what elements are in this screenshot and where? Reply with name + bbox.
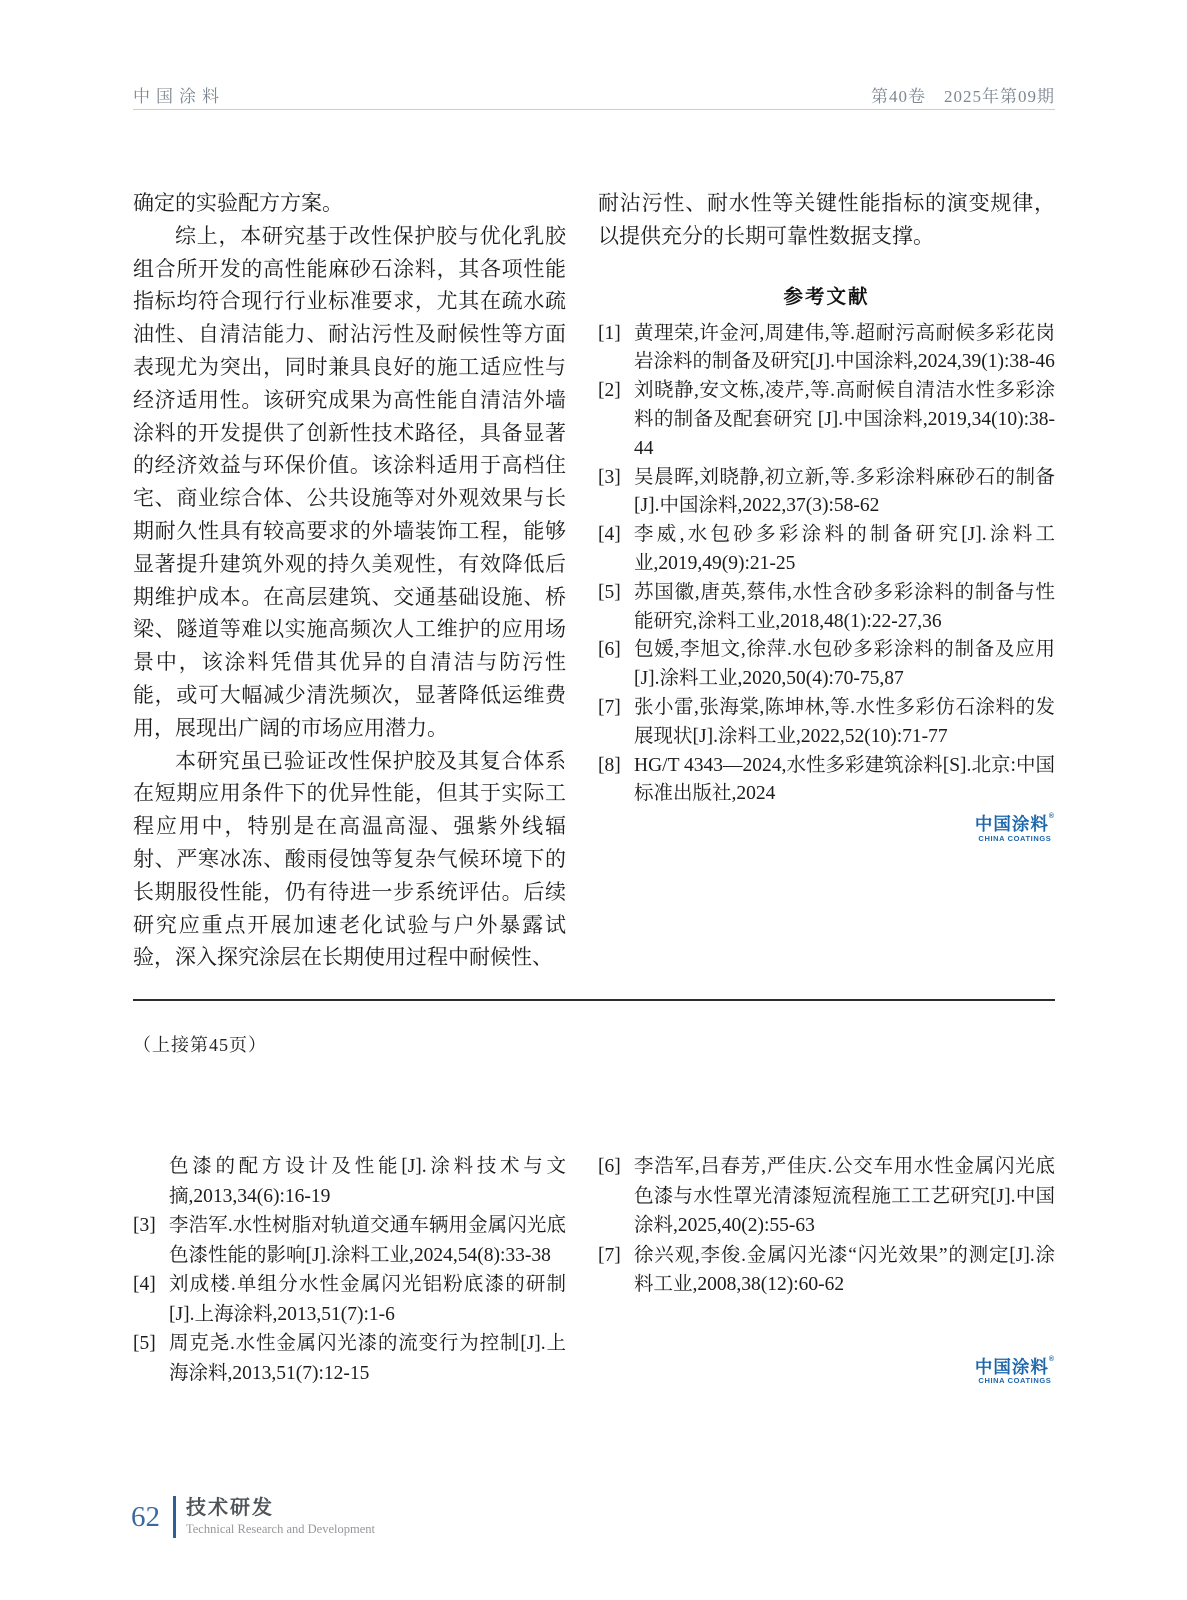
reference-label: [3] <box>133 1215 156 1236</box>
reference-item <box>598 1241 1055 1300</box>
logo-en-text: CHINA COATINGS <box>978 833 1052 843</box>
page-footer <box>131 1496 375 1538</box>
journal-name: 中国涂料 <box>133 87 225 106</box>
reference-text: 刘晓静,安文栋,凌芹,等.高耐候自清洁水性多彩涂料的制备及配套研究 [J].中国涂料,2019,34(10):38-44 <box>634 380 1055 459</box>
references-heading: 参考文献 <box>783 285 870 308</box>
logo-cn-line <box>974 1355 1055 1377</box>
continued-references-right <box>598 1152 1055 1300</box>
footer-section-block <box>186 1497 375 1537</box>
lower-right-column <box>598 1152 1055 1385</box>
reference-label: [4] <box>133 1274 156 1295</box>
reference-text: 吴晨晖,刘晓静,初立新,等.多彩涂料麻砂石的制备[J].中国涂料,2022,37(3):58-62 <box>634 466 1055 517</box>
continued-references-left <box>133 1211 566 1388</box>
reference-item <box>598 377 1055 463</box>
reference-label: [1] <box>598 322 621 344</box>
page-number: 62 <box>131 1500 160 1533</box>
paragraph-continuation-right: 耐沾污性、耐水性等关键性能指标的演变规律，以提供充分的长期可靠性数据支撑。 <box>598 191 1055 248</box>
reference-item <box>133 1270 566 1329</box>
reference-label: [5] <box>598 581 621 603</box>
reference-label: [2] <box>598 380 621 402</box>
reference-item <box>598 694 1055 752</box>
page-header <box>133 82 1055 107</box>
logo-cn-line <box>975 815 1055 833</box>
reference-label: [7] <box>598 1244 621 1266</box>
reference-text: 李浩军,吕春芳,严佳庆.公交车用水性金属闪光底色漆与水性罩光清漆短流程施工工艺研究[J].中国涂料,2025,40(2):55-63 <box>634 1156 1055 1236</box>
reference-label: [4] <box>598 524 621 546</box>
reference-label: [6] <box>598 1156 621 1177</box>
reference-text: 刘成楼.单组分水性金属闪光铝粉底漆的研制[J].上海涂料,2013,51(7):1-6 <box>169 1274 566 1325</box>
china-coatings-logo <box>975 815 1055 842</box>
registered-mark-icon: ® <box>1048 813 1055 821</box>
upper-right-column <box>598 187 1055 842</box>
reference-item <box>598 579 1055 637</box>
reference-item <box>598 521 1055 579</box>
reference-text: 李浩军.水性树脂对轨道交通车辆用金属闪光底色漆性能的影响[J].涂料工业,2024,54(8):33-38 <box>169 1215 566 1266</box>
reference-continuation: 色漆的配方设计及性能[J].涂料技术与文摘,2013,34(6):16-19 <box>169 1156 566 1207</box>
reference-text: 黄理荣,许金河,周建伟,等.超耐污高耐候多彩花岗岩涂料的制备及研究[J].中国涂料,2024,39(1):38-46 <box>634 322 1055 373</box>
header-divider <box>133 109 1055 110</box>
reference-label: [5] <box>133 1333 156 1354</box>
section-name-en: Technical Research and Development <box>186 1522 375 1536</box>
reference-text: HG/T 4343—2024,水性多彩建筑涂料[S].北京:中国标准出版社,2024 <box>634 754 1055 805</box>
reference-label: [7] <box>598 696 621 718</box>
reference-item <box>598 464 1055 522</box>
reference-label: [3] <box>598 466 621 488</box>
reference-item <box>133 1329 566 1388</box>
section-divider <box>133 999 1055 1001</box>
reference-label: [8] <box>598 754 621 776</box>
footer-accent-bar <box>173 1496 176 1538</box>
paragraph-outlook: 本研究虽已验证改性保护胶及其复合体系在短期应用条件下的优异性能，但其于实际工程应用中，特别是在高温高湿、强紫外线辐射、严寒冰冻、酸雨侵蚀等复杂气候环境下的长期服役性能，仍有待进一步系统评估。后续研究应重点开展加速老化试验与户外暴露试验，深入探究涂层在长期使用过程中耐候性、 <box>133 748 566 970</box>
reference-item <box>598 636 1055 694</box>
registered-mark-icon: ® <box>1048 1355 1055 1363</box>
upper-left-column <box>133 187 566 974</box>
continued-from-note: （上接第45页） <box>133 1035 267 1055</box>
reference-item <box>133 1211 566 1270</box>
logo-cn-text: 中国涂料 <box>974 1356 1049 1377</box>
logo-cn-text: 中国涂料 <box>974 814 1049 835</box>
reference-label: [6] <box>598 639 621 661</box>
section-name: 技术研发 <box>186 1497 274 1519</box>
reference-text: 包媛,李旭文,徐萍.水包砂多彩涂料的制备及应用[J].涂料工业,2020,50(4):70-75,87 <box>634 639 1055 690</box>
reference-text: 苏国徽,唐英,蔡伟,水性含砂多彩涂料的制备与性能研究,涂料工业,2018,48(1):22-27,36 <box>634 581 1055 632</box>
lower-left-column <box>133 1152 566 1388</box>
reference-text: 徐兴观,李俊.金属闪光漆“闪光效果”的测定[J].涂料工业,2008,38(12):60-62 <box>634 1244 1055 1295</box>
references-list <box>598 320 1055 810</box>
china-coatings-logo <box>974 1355 1055 1385</box>
reference-item <box>598 1152 1055 1241</box>
reference-item <box>598 752 1055 810</box>
paragraph-summary: 综上，本研究基于改性保护胶与优化乳胶组合所开发的高性能麻砂石涂料，其各项性能指标均符合现行行业标准要求，尤其在疏水疏油性、自清洁能力、耐沾污性及耐候性等方面表现尤为突出，同时兼具良好的施工适应性与经济适用性。该研究成果为高性能自清洁外墙涂料的开发提供了创新性技术路径，具备显著的经济效益与环保价值。该涂料适用于高档住宅、商业综合体、公共设施等对外观效果与长期耐久性具有较高要求的外墙装饰工程，能够显著提升建筑外观的持久美观性，有效降低后期维护成本。在高层建筑、交通基础设施、桥梁、隧道等难以实施高频次人工维护的应用场景中，该涂料凭借其优异的自清洁与防污性能，或可大幅减少清洗频次，显著降低运维费用，展现出广阔的市场应用潜力。 <box>133 223 566 740</box>
reference-text: 张小雷,张海棠,陈坤林,等.水性多彩仿石涂料的发展现状[J].涂料工业,2022,52(10):71-77 <box>634 696 1055 747</box>
paragraph-continuation: 确定的实验配方方案。 <box>133 191 343 215</box>
reference-text: 周克尧.水性金属闪光漆的流变行为控制[J].上海涂料,2013,51(7):12-15 <box>169 1333 566 1384</box>
volume-issue: 第40卷 2025年第09期 <box>871 87 1055 106</box>
reference-text: 李威,水包砂多彩涂料的制备研究[J].涂料工业,2019,49(9):21-25 <box>634 524 1055 574</box>
logo-en-text: CHINA COATINGS <box>978 1375 1052 1385</box>
reference-item <box>598 320 1055 378</box>
